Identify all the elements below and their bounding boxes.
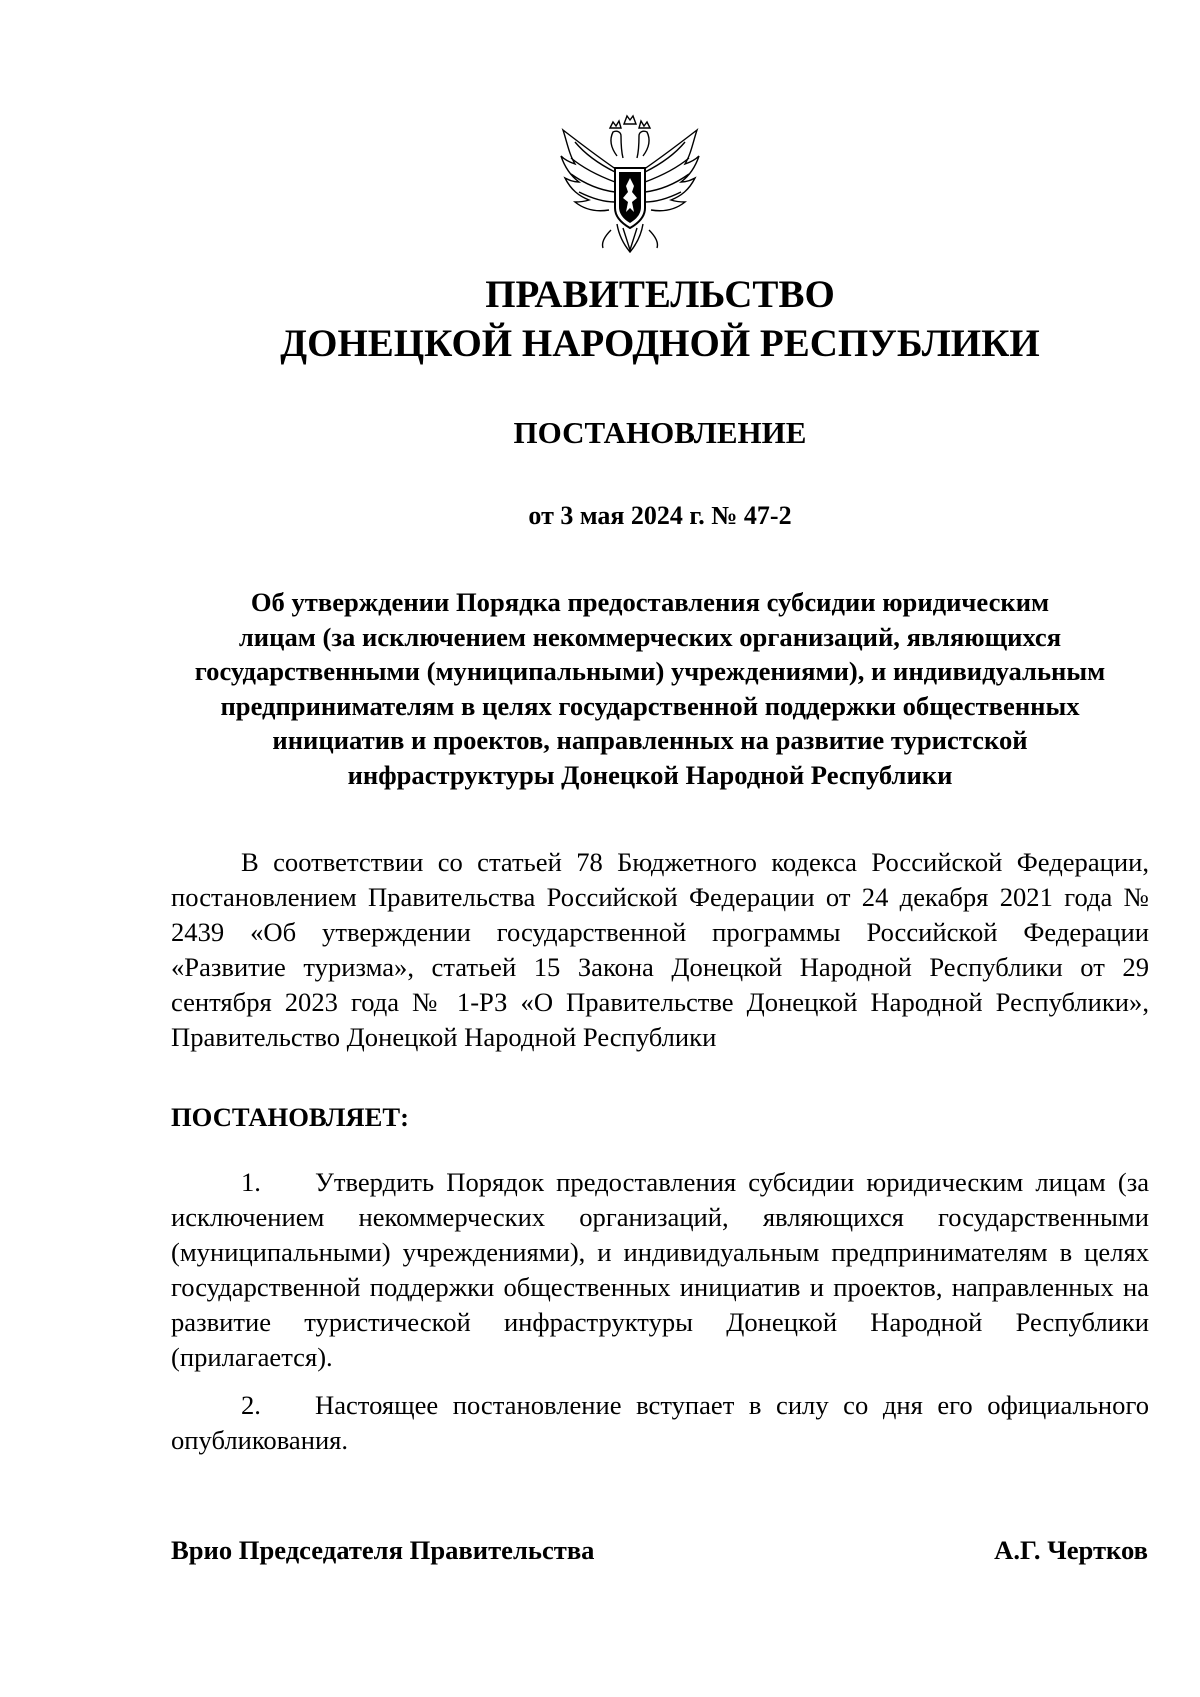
item-text: Утвердить Порядок предоставления субсидии юридическим лицам (за исключением некоммерческих организаций, являющихся государственными (муниципальными) учреждениями), и индивидуальным предпринимателям в целях государственной поддержки общественных инициатив и проектов, направленных на развитие туристической инфраструктуры Донецкой Народной Республики (прилагается).	[171, 1167, 1149, 1372]
subject-line: Об утверждении Порядка предоставления субсидии юридическим	[250, 587, 1050, 617]
subject-line: государственными (муниципальными) учреждениями), и индивидуальным	[194, 656, 1106, 687]
preamble-paragraph: В соответствии со статьей 78 Бюджетного кодекса Российской Федерации, постановлением Правительства Российской Федерации от 24 декабря 2021 года № 2439 «Об утверждении государственной программы Российской Федерации «Развитие туризма», статьей 15 Закона Донецкой Народной Республики от 29 сентября 2023 года № 1-РЗ «О Правительстве Донецкой Народной Республики», Правительство Донецкой Народной Республики	[171, 847, 1149, 1052]
document-date-number: от 3 мая 2024 г. № 47-2	[528, 501, 792, 530]
coat-of-arms-icon	[555, 112, 705, 262]
resolution-item-1	[171, 1165, 1149, 1375]
item-number: 2.	[241, 1390, 261, 1420]
signatory-position: Врио Председателя Правительства	[171, 1535, 595, 1565]
item-number: 1.	[241, 1167, 261, 1197]
document-subject	[150, 585, 1150, 793]
subject-line: предпринимателям в целях государственной поддержки общественных	[220, 690, 1080, 721]
subject-line: лицам (за исключением некоммерческих организаций, являющихся	[238, 621, 1062, 652]
signatory-name: А.Г. Чертков	[994, 1535, 1148, 1565]
resolution-item-2	[171, 1388, 1149, 1458]
subject-line: инициатив и проектов, направленных на развитие туристской	[272, 725, 1028, 756]
document-type: ПОСТАНОВЛЕНИЕ	[513, 415, 807, 450]
resolves-heading: ПОСТАНОВЛЯЕТ:	[171, 1102, 409, 1132]
government-title-line1: ПРАВИТЕЛЬСТВО	[485, 273, 835, 316]
item-text: Настоящее постановление вступает в силу со дня его официального опубликования.	[171, 1390, 1149, 1455]
subject-line: инфраструктуры Донецкой Народной Республики	[347, 759, 953, 790]
government-title-line2: ДОНЕЦКОЙ НАРОДНОЙ РЕСПУБЛИКИ	[280, 322, 1040, 365]
